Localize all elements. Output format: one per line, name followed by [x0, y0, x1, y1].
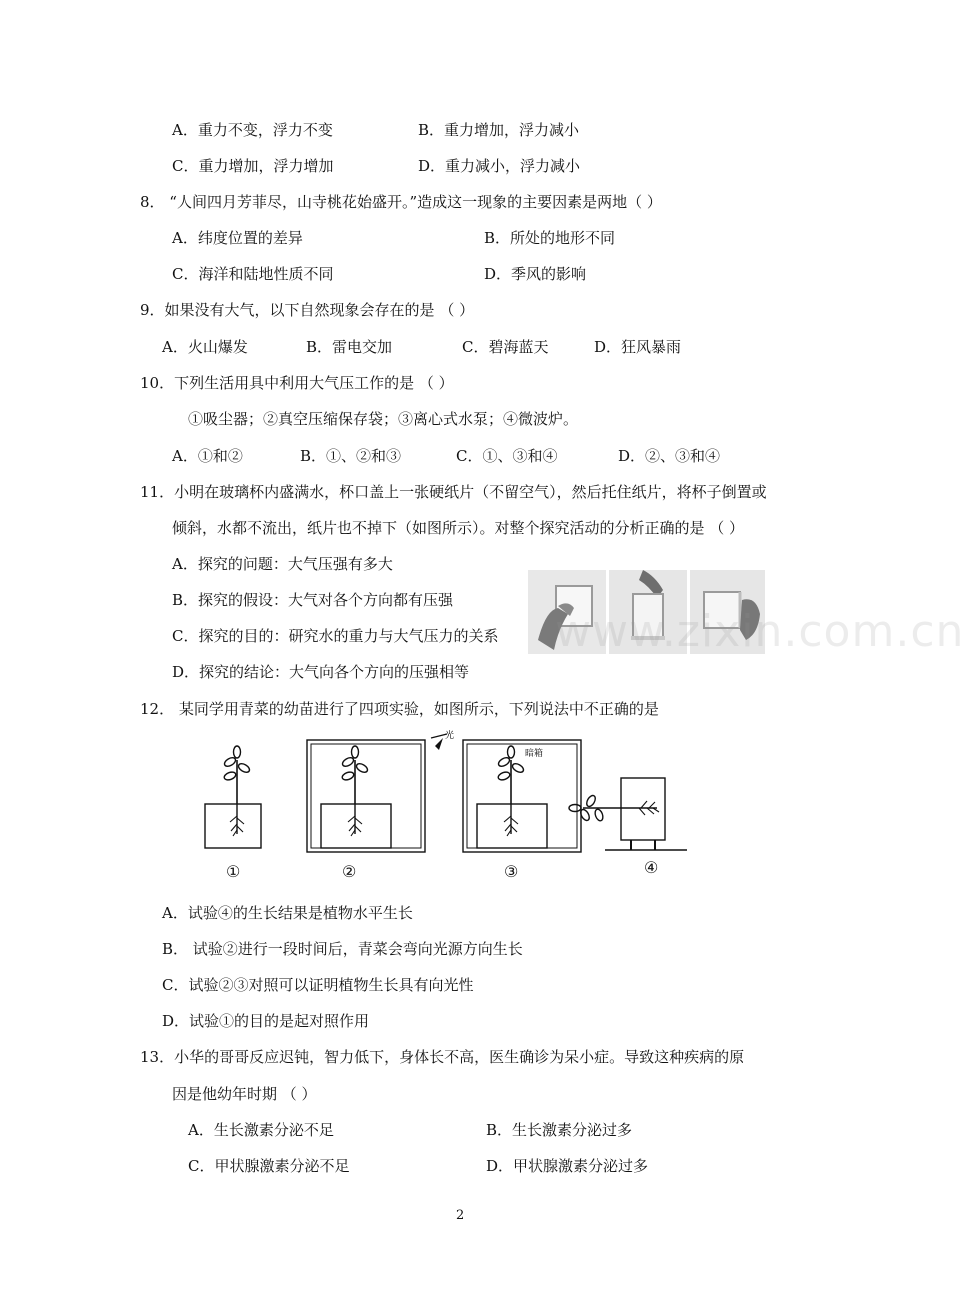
q8-option-a: A．纬度位置的差异: [172, 229, 303, 247]
q8-option-c: C．海洋和陆地性质不同: [172, 265, 334, 283]
q8-stem: 8． “人间四月芳菲尽，山寺桃花始盛开。”造成这一现象的主要因素是两地（ ）: [140, 193, 662, 211]
figure-label-1: ①: [226, 862, 241, 881]
q10-option-c: C．①、③和④: [456, 447, 558, 465]
figure-label-4: ④: [644, 858, 659, 877]
q7-option-b: B．重力增加，浮力减小: [418, 121, 580, 139]
watermark: www.zixin.com.cn: [555, 606, 964, 657]
q12-stem: 12． 某同学用青菜的幼苗进行了四项实验，如图所示，下列说法中不正确的是: [140, 700, 659, 718]
q11-stem-line1: 11．小明在玻璃杯内盛满水，杯口盖上一张硬纸片（不留空气），然后托住纸片，将杯子倒置或: [140, 483, 767, 501]
q11-option-a: A．探究的问题：大气压强有多大: [172, 555, 393, 573]
q11-option-d: D．探究的结论：大气向各个方向的压强相等: [172, 663, 470, 681]
page-number: 2: [456, 1208, 465, 1223]
q11-option-b: B．探究的假设：大气对各个方向都有压强: [172, 591, 454, 609]
q10-items: ①吸尘器；②真空压缩保存袋；③离心式水泵；④微波炉。: [188, 410, 579, 428]
q7-option-d: D．重力减小，浮力减小: [418, 157, 581, 175]
q13-stem-line1: 13．小华的哥哥反应迟钝，智力低下，身体长不高，医生确诊为呆小症。导致这种疾病的原: [140, 1048, 745, 1066]
q11-option-c: C．探究的目的：研究水的重力与大气压力的关系: [172, 627, 499, 645]
q9-option-b: B．雷电交加: [306, 338, 393, 356]
q12-option-c: C．试验②③对照可以证明植物生长具有向光性: [162, 976, 474, 994]
q12-option-a: A．试验④的生长结果是植物水平生长: [162, 904, 413, 922]
q9-option-c: C．碧海蓝天: [462, 338, 549, 356]
light-label: 光: [445, 731, 455, 741]
figure-label-3: ③: [504, 862, 519, 881]
q9-stem: 9．如果没有大气，以下自然现象会存在的是 （ ）: [140, 301, 475, 319]
figure-label-2: ②: [342, 862, 357, 881]
darkbox-label: 暗箱: [525, 749, 544, 759]
q10-option-a: A．①和②: [172, 447, 243, 465]
q10-stem: 10．下列生活用具中利用大气压工作的是 （ ）: [140, 374, 454, 392]
q13-option-a: A．生长激素分泌不足: [188, 1121, 334, 1139]
q12-option-d: D．试验①的目的是起对照作用: [162, 1012, 370, 1030]
q10-option-d: D．②、③和④: [618, 447, 721, 465]
q13-option-b: B．生长激素分泌过多: [486, 1121, 633, 1139]
q13-stem-line2: 因是他幼年时期 （ ）: [172, 1085, 317, 1103]
q9-option-d: D．狂风暴雨: [594, 338, 682, 356]
q9-option-a: A．火山爆发: [162, 338, 248, 356]
q11-stem-line2: 倾斜，水都不流出，纸片也不掉下（如图所示）。对整个探究活动的分析正确的是 （ ）: [172, 519, 745, 537]
q7-option-c: C．重力增加，浮力增加: [172, 157, 334, 175]
q10-option-b: B．①、②和③: [300, 447, 402, 465]
q13-option-d: D．甲状腺激素分泌过多: [486, 1157, 649, 1175]
q13-option-c: C．甲状腺激素分泌不足: [188, 1157, 350, 1175]
q12-option-b: B． 试验②进行一段时间后，青菜会弯向光源方向生长: [162, 940, 523, 958]
q8-option-d: D．季风的影响: [484, 265, 587, 283]
q8-option-b: B．所处的地形不同: [484, 229, 616, 247]
q7-option-a: A．重力不变，浮力不变: [172, 121, 333, 139]
seedling-experiment-figure: [195, 728, 695, 860]
